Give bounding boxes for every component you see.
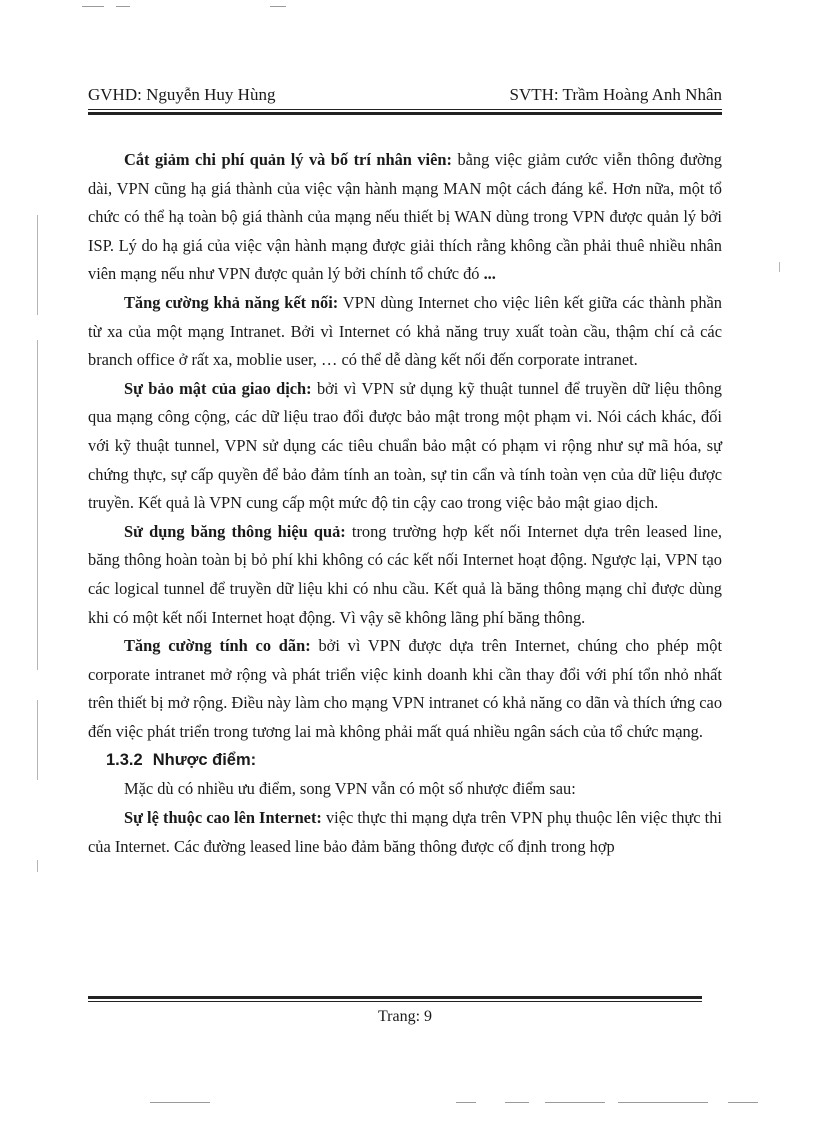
footer-rule-thick — [88, 996, 702, 999]
paragraph-heading: Sự lệ thuộc cao lên Internet: — [124, 808, 322, 828]
paragraph-heading: Sử dụng băng thông hiệu quả: — [124, 521, 346, 541]
scan-artifact-margin — [37, 340, 38, 670]
document-body — [88, 146, 722, 861]
scan-artifact-margin — [37, 215, 38, 315]
paragraph-heading: Tăng cường khả năng kết nối: — [124, 292, 339, 312]
supervisor-label: GVHD: Nguyễn Huy Hùng — [88, 85, 276, 104]
scan-artifact-top — [116, 6, 130, 7]
scan-artifact-top — [270, 6, 286, 7]
paragraph-transaction-security — [88, 375, 722, 518]
paragraph-bandwidth — [88, 518, 722, 632]
scan-artifact-bottom — [618, 1102, 708, 1103]
scan-artifact-margin — [779, 262, 780, 272]
page-number: Trang: 9 — [377, 1008, 433, 1025]
paragraph-heading: Tăng cường tính co dãn: — [124, 636, 311, 656]
paragraph-text: Mặc dù có nhiều ưu điểm, song VPN vẫn có một số nhược điểm sau: — [124, 779, 576, 799]
header-rule-thin — [88, 109, 722, 110]
paragraph-ellipsis: ... — [483, 264, 496, 284]
scan-artifact-top — [82, 6, 104, 7]
paragraph-text: bằng việc giảm cước viễn thông đường dài, VPN cũng hạ giá thành của việc vận hành mạng MAN một cách đáng kể. Hơn nữa, một tổ chức có thể hạ toàn bộ giá thành của mạng nếu thiết bị WAN dùng trong VPN được quản lý bởi ISP. Lý do hạ giá của việc vận hành mạng được giải thích rằng không cần phải thuê nhiều nhân viên mạng nếu như VPN được quản lý bởi chính tổ chức đó — [88, 150, 722, 284]
header-rule-thick — [88, 112, 722, 115]
paragraph-connectivity — [88, 289, 722, 375]
scan-artifact-bottom — [456, 1102, 476, 1103]
paragraph-text: bởi vì VPN được dựa trên Internet, chúng cho phép một corporate intranet mở rộng và phát triển việc kinh doanh khi cần thay đổi với phí tổn nhỏ nhất trên thiết bị mở rộng. Điều này làm cho mạng VPN intranet có khả năng co dãn và thích ứng cao đến việc phát triển trong tương lai mà không phải mất quá nhiều ngân sách của tổ chức mạng. — [88, 636, 723, 741]
paragraph-scalability — [88, 632, 722, 746]
paragraph-heading: Sự bảo mật của giao dịch: — [124, 378, 312, 398]
scan-artifact-margin — [37, 700, 38, 780]
paragraph-intro — [88, 775, 722, 804]
paragraph-text: VPN dùng Internet cho việc liên kết giữa các thành phần từ xa của một mạng Intranet. Bởi vì Internet có khả năng truy xuất toàn cầu, thậm chí cả các branch office ở rất xa, moblie user, … có thể dễ dàng kết nối đến corporate intranet. — [88, 292, 722, 370]
section-title: Nhược điểm: — [152, 751, 257, 770]
paragraph-text: việc thực thi mạng dựa trên VPN phụ thuộc lên việc thực thi của Internet. Các đường leased line bảo đảm băng thông được cố định trong hợp — [88, 808, 722, 856]
footer-rule-thin — [88, 1001, 702, 1002]
scan-artifact-bottom — [728, 1102, 758, 1103]
paragraph-text: trong trường hợp kết nối Internet dựa trên leased line, băng thông hoàn toàn bị bỏ phí khi không có các kết nối Internet hoạt động. Ngược lại, VPN tạo các logical tunnel để truyền dữ liệu khi có nhu cầu. Kết quả là băng thông mạng chỉ được dùng khi có một kết nối Internet hoạt động. Vì vậy sẽ không lãng phí băng thông. — [88, 521, 722, 627]
scan-artifact-bottom — [545, 1102, 605, 1103]
paragraph-text: bởi vì VPN sử dụng kỹ thuật tunnel để truyền dữ liệu thông qua mạng công cộng, các dữ liệu trao đổi được bảo mật trong một phạm vi. Nói cách khác, đối với kỹ thuật tunnel, VPN sử dụng các tiêu chuẩn bảo mật có phạm vi rộng như sự mã hóa, sự chứng thực, sự cấp quyền để bảo đảm tính an toàn, sự tin cẩn và tính toàn vẹn của dữ liệu được truyền. Kết quả là VPN cung cấp một mức độ tin cậy cao trong việc bảo mật giao dịch. — [88, 378, 722, 513]
scan-artifact-bottom — [150, 1102, 210, 1103]
paragraph-cost-reduction — [88, 146, 722, 289]
paragraph-heading: Cắt giảm chi phí quản lý và bố trí nhân viên: — [124, 150, 452, 169]
student-label: SVTH: Trầm Hoàng Anh Nhân — [509, 85, 722, 104]
paragraph-internet-dependence — [88, 804, 722, 861]
section-heading — [88, 746, 722, 775]
scan-artifact-margin — [37, 860, 38, 872]
section-number: 1.3.2 — [106, 751, 143, 770]
scan-artifact-bottom — [505, 1102, 529, 1103]
